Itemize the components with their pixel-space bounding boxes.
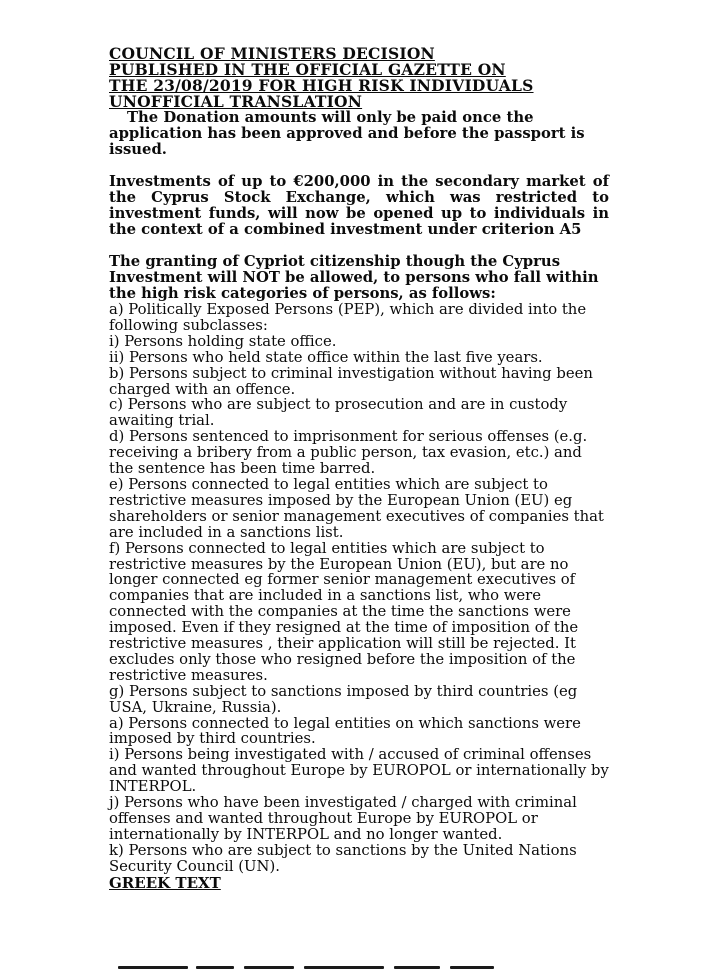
list-item: k) Persons who are subject to sanctions by the United Nations Security Council (UN).	[109, 841, 577, 875]
restriction-intro: The granting of Cypriot citizenship though the Cyprus Investment will NOT be allowed, to persons who fall within the high risk categories of persons, as follows:	[109, 253, 599, 302]
document-page	[109, 46, 609, 891]
cropped-text-fragment	[450, 966, 494, 969]
list-item: i) Persons holding state office.	[109, 332, 337, 350]
spacer	[109, 158, 609, 174]
high-risk-category-list	[109, 302, 609, 875]
list-item: i) Persons being investigated with / accused of criminal offenses and wanted throughout Europe by EUROPOL or internationally by INTERPOL.	[109, 746, 609, 796]
list-item: c) Persons who are subject to prosecution and are in custody awaiting trial.	[109, 396, 568, 430]
list-item: ii) Persons who held state office within the last five years.	[109, 348, 543, 366]
cropped-text-fragment	[118, 966, 188, 969]
list-item: b) Persons subject to criminal investigation without having been charged with an offence.	[109, 364, 593, 398]
list-item: d) Persons sentenced to imprisonment for serious offenses (e.g. receiving a bribery from a public person, tax evasion, etc.) and the sentence has been time barred.	[109, 428, 588, 478]
title-line-4: UNOFFICIAL TRANSLATION	[109, 92, 363, 111]
cropped-text-line	[0, 963, 718, 971]
title-line-2: PUBLISHED IN THE OFFICIAL GAZETTE ON	[109, 60, 506, 79]
intro-paragraph: The Donation amounts will only be paid once the application has been approved and before the passport is issued.	[109, 109, 585, 158]
list-item: a) Politically Exposed Persons (PEP), which are divided into the following subclasses:	[109, 301, 587, 334]
investment-paragraph: Investments of up to €200,000 in the secondary market of the Cyprus Stock Exchange, which was restricted to investment funds, will now be opened up to individuals in the context of a combined investment under criterion A5	[109, 173, 609, 238]
spacer	[109, 238, 609, 254]
list-item: g) Persons subject to sanctions imposed by third countries (eg USA, Ukraine, Russia).	[109, 682, 578, 716]
title-line-1: COUNCIL OF MINISTERS DECISION	[109, 44, 435, 63]
list-item: e) Persons connected to legal entities which are subject to restrictive measures imposed by the European Union (EU) eg shareholders or senior management executives of companies that are included in a sanctions list.	[109, 475, 604, 541]
list-item: j) Persons who have been investigated / charged with criminal offenses and wanted throughout Europe by EUROPOL or internationally by INTERPOL and no longer wanted.	[109, 794, 577, 843]
list-item: f) Persons connected to legal entities which are subject to restrictive measures by the European Union (EU), but are no longer connected eg former senior management executives of companies that are included in a sanctions list, who were connected with the companies at the time the sanctions were imposed. Even if they resigned at the time of imposition of the restrictive measures , their application will still be rejected. It excludes only those who resigned before the imposition of the restrictive measures.	[109, 539, 579, 684]
cropped-text-fragment	[244, 966, 294, 969]
greek-text-heading: GREEK TEXT	[109, 873, 221, 892]
document-title	[109, 46, 609, 110]
list-item: a) Persons connected to legal entities on which sanctions were imposed by third countries.	[109, 714, 581, 748]
title-line-3: THE 23/08/2019 FOR HIGH RISK INDIVIDUALS	[109, 76, 534, 95]
cropped-text-fragment	[394, 966, 440, 969]
cropped-text-fragment	[304, 966, 384, 969]
cropped-text-fragment	[196, 966, 234, 969]
